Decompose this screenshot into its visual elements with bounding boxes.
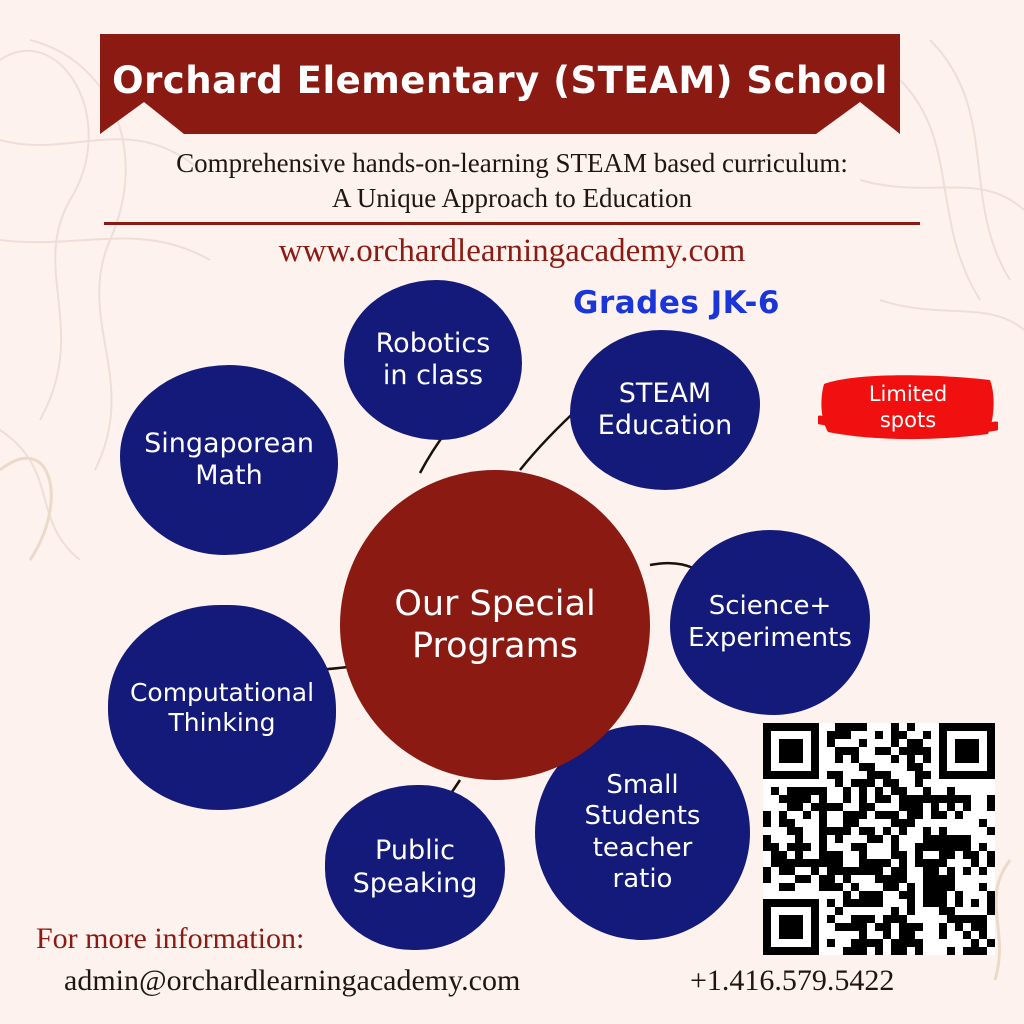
subtitle bbox=[0, 146, 1024, 215]
node-computational-thinking[interactable] bbox=[108, 605, 336, 810]
subtitle-line-1: Comprehensive hands-on-learning STEAM based curriculum: bbox=[176, 148, 848, 178]
qr-code-image bbox=[763, 723, 995, 955]
node-line-1: Singaporean bbox=[144, 427, 314, 459]
center-line-2: Programs bbox=[412, 626, 578, 666]
node-line-4: ratio bbox=[612, 863, 673, 894]
node-line-1: Science+ bbox=[708, 591, 832, 622]
node-line-2: Speaking bbox=[352, 867, 478, 899]
page-title: Orchard Elementary (STEAM) School bbox=[112, 58, 888, 102]
footer-phone[interactable]: +1.416.579.5422 bbox=[690, 964, 895, 997]
node-singaporean-math[interactable] bbox=[120, 365, 338, 555]
qr-code[interactable] bbox=[763, 723, 995, 955]
footer-more-info-label: For more information: bbox=[36, 922, 305, 955]
node-line-2: Math bbox=[195, 460, 263, 491]
node-line-2: Thinking bbox=[168, 707, 276, 737]
node-line-1: Computational bbox=[129, 677, 315, 707]
badge-line-2: spots bbox=[879, 408, 937, 432]
badge-line-1: Limited bbox=[868, 381, 948, 406]
node-line-1: Robotics bbox=[375, 327, 491, 359]
node-line-1: Public bbox=[375, 835, 455, 867]
website-link[interactable]: www.orchardlearningacademy.com bbox=[278, 233, 746, 269]
node-line-3: teacher bbox=[592, 832, 693, 863]
node-center-our-special-programs[interactable] bbox=[340, 470, 650, 780]
node-science-experiments[interactable] bbox=[670, 530, 870, 715]
node-line-2: Education bbox=[597, 410, 733, 441]
divider bbox=[104, 222, 920, 225]
header-banner bbox=[100, 34, 900, 134]
center-line-1: Our Special bbox=[394, 584, 596, 624]
node-robotics-in-class[interactable] bbox=[344, 280, 522, 440]
node-public-speaking[interactable] bbox=[325, 785, 505, 950]
node-line-2: Experiments bbox=[688, 622, 852, 653]
grades-label: Grades JK-6 bbox=[573, 285, 780, 321]
node-line-2: in class bbox=[382, 360, 484, 391]
subtitle-line-2: A Unique Approach to Education bbox=[332, 182, 692, 213]
footer-email[interactable]: admin@orchardlearningacademy.com bbox=[64, 964, 521, 997]
node-line-2: Students bbox=[584, 801, 701, 832]
node-line-1: STEAM bbox=[618, 377, 712, 409]
node-line-1: Small bbox=[606, 770, 679, 801]
